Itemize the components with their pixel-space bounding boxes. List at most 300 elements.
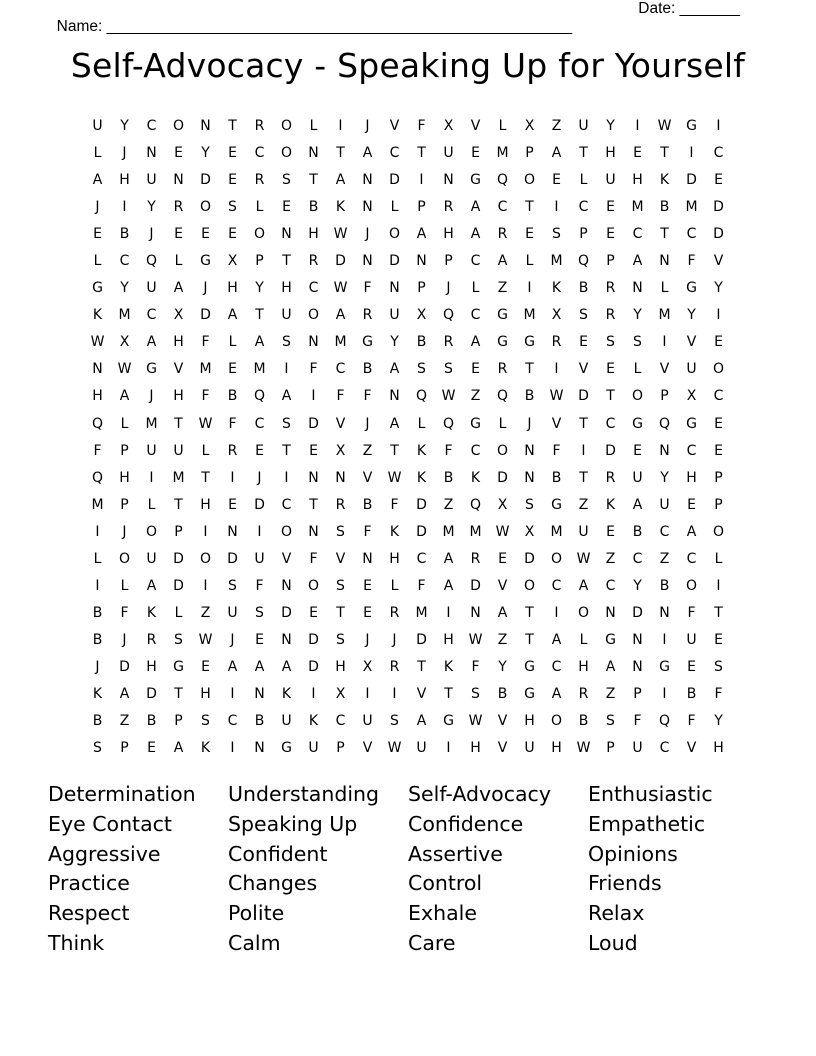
grid-letter[interactable]: C bbox=[281, 496, 292, 513]
grid-letter[interactable]: C bbox=[686, 226, 697, 243]
grid-letter[interactable]: A bbox=[281, 658, 292, 675]
grid-letter[interactable]: H bbox=[713, 740, 724, 757]
grid-letter[interactable]: G bbox=[443, 713, 454, 730]
grid-letter[interactable]: Y bbox=[633, 577, 642, 594]
grid-letter[interactable]: X bbox=[362, 658, 373, 675]
grid-letter[interactable]: E bbox=[687, 496, 696, 513]
grid-letter[interactable]: Y bbox=[687, 307, 696, 324]
grid-letter[interactable]: I bbox=[149, 469, 154, 486]
grid-letter[interactable]: X bbox=[119, 334, 130, 351]
grid-letter[interactable]: R bbox=[551, 334, 562, 351]
grid-letter[interactable]: G bbox=[497, 334, 508, 351]
grid-letter[interactable]: P bbox=[255, 253, 264, 270]
grid-letter[interactable]: C bbox=[713, 145, 724, 162]
grid-letter[interactable]: J bbox=[446, 280, 451, 297]
grid-letter[interactable]: W bbox=[576, 740, 591, 757]
grid-letter[interactable]: A bbox=[605, 658, 616, 675]
grid-letter[interactable]: U bbox=[146, 172, 157, 189]
grid-letter[interactable]: F bbox=[309, 361, 318, 378]
grid-letter[interactable]: A bbox=[362, 145, 373, 162]
grid-letter[interactable]: J bbox=[527, 415, 532, 432]
grid-letter[interactable]: Q bbox=[253, 388, 266, 405]
grid-letter[interactable]: F bbox=[363, 388, 372, 405]
grid-letter[interactable]: N bbox=[281, 631, 292, 648]
grid-letter[interactable]: B bbox=[659, 577, 670, 594]
grid-letter[interactable]: K bbox=[308, 713, 319, 730]
grid-letter[interactable]: P bbox=[525, 145, 534, 162]
grid-letter[interactable]: G bbox=[524, 685, 535, 702]
grid-letter[interactable]: E bbox=[228, 226, 237, 243]
grid-letter[interactable]: V bbox=[713, 253, 724, 270]
grid-letter[interactable]: W bbox=[468, 713, 483, 730]
grid-letter[interactable]: B bbox=[632, 523, 643, 540]
grid-letter[interactable]: I bbox=[257, 523, 262, 540]
grid-letter[interactable]: O bbox=[280, 118, 293, 134]
grid-letter[interactable]: E bbox=[255, 631, 264, 648]
grid-letter[interactable]: X bbox=[497, 496, 508, 513]
grid-letter[interactable]: E bbox=[174, 145, 183, 162]
grid-letter[interactable]: G bbox=[659, 658, 670, 675]
grid-letter[interactable]: D bbox=[389, 172, 400, 189]
grid-letter[interactable]: R bbox=[308, 253, 319, 270]
grid-letter[interactable]: N bbox=[335, 469, 346, 486]
grid-letter[interactable]: K bbox=[281, 685, 292, 702]
grid-letter[interactable]: L bbox=[309, 118, 318, 134]
grid-letter[interactable]: B bbox=[308, 199, 319, 216]
grid-letter[interactable]: Z bbox=[362, 442, 373, 459]
grid-letter[interactable]: H bbox=[173, 388, 184, 405]
grid-letter[interactable]: F bbox=[120, 604, 129, 621]
grid-letter[interactable]: K bbox=[389, 523, 400, 540]
grid-letter[interactable]: Z bbox=[497, 280, 508, 297]
grid-letter[interactable]: M bbox=[496, 145, 509, 162]
grid-letter[interactable]: R bbox=[227, 442, 238, 459]
grid-letter[interactable]: K bbox=[551, 280, 562, 297]
grid-letter[interactable]: W bbox=[333, 280, 348, 297]
grid-letter[interactable]: D bbox=[119, 658, 130, 675]
grid-letter[interactable]: I bbox=[689, 145, 694, 162]
grid-letter[interactable]: J bbox=[95, 658, 100, 675]
grid-letter[interactable]: E bbox=[255, 442, 264, 459]
grid-letter[interactable]: E bbox=[714, 172, 723, 189]
grid-letter[interactable]: H bbox=[632, 172, 643, 189]
grid-letter[interactable]: T bbox=[444, 685, 453, 702]
grid-letter[interactable]: H bbox=[119, 469, 130, 486]
grid-letter[interactable]: W bbox=[576, 550, 591, 567]
grid-letter[interactable]: H bbox=[173, 334, 184, 351]
grid-letter[interactable]: I bbox=[122, 199, 127, 216]
grid-letter[interactable]: G bbox=[686, 118, 697, 134]
grid-letter[interactable]: T bbox=[525, 631, 534, 648]
grid-letter[interactable]: J bbox=[122, 631, 127, 648]
grid-letter[interactable]: B bbox=[416, 334, 427, 351]
grid-letter[interactable]: N bbox=[362, 253, 373, 270]
grid-letter[interactable]: H bbox=[524, 713, 535, 730]
date-field[interactable]: Date: _______ bbox=[638, 0, 740, 17]
grid-letter[interactable]: S bbox=[336, 577, 345, 594]
grid-letter[interactable]: U bbox=[281, 307, 292, 324]
grid-letter[interactable]: F bbox=[363, 280, 372, 297]
grid-letter[interactable]: T bbox=[255, 307, 264, 324]
grid-letter[interactable]: V bbox=[551, 415, 562, 432]
grid-letter[interactable]: A bbox=[389, 415, 400, 432]
grid-letter[interactable]: Q bbox=[415, 388, 428, 405]
grid-letter[interactable]: U bbox=[146, 550, 157, 567]
grid-letter[interactable]: N bbox=[632, 280, 643, 297]
grid-letter[interactable]: U bbox=[308, 740, 319, 757]
grid-letter[interactable]: P bbox=[714, 469, 723, 486]
grid-letter[interactable]: E bbox=[714, 415, 723, 432]
grid-letter[interactable]: Y bbox=[633, 307, 642, 324]
grid-letter[interactable]: C bbox=[389, 145, 400, 162]
grid-letter[interactable]: S bbox=[633, 334, 642, 351]
grid-letter[interactable]: Y bbox=[147, 199, 156, 216]
grid-letter[interactable]: V bbox=[578, 361, 589, 378]
grid-letter[interactable]: C bbox=[605, 415, 616, 432]
grid-letter[interactable]: S bbox=[390, 713, 399, 730]
grid-letter[interactable]: A bbox=[335, 307, 346, 324]
grid-letter[interactable]: M bbox=[658, 307, 671, 324]
grid-letter[interactable]: G bbox=[524, 334, 535, 351]
grid-letter[interactable]: L bbox=[714, 550, 723, 567]
grid-letter[interactable]: B bbox=[119, 226, 130, 243]
grid-letter[interactable]: D bbox=[308, 658, 319, 675]
grid-letter[interactable]: H bbox=[389, 550, 400, 567]
grid-letter[interactable]: E bbox=[552, 172, 561, 189]
grid-letter[interactable]: U bbox=[578, 118, 589, 134]
grid-letter[interactable]: O bbox=[118, 550, 131, 567]
grid-letter[interactable]: N bbox=[389, 280, 400, 297]
grid-letter[interactable]: G bbox=[632, 415, 643, 432]
grid-letter[interactable]: K bbox=[605, 496, 616, 513]
grid-letter[interactable]: Q bbox=[469, 496, 482, 513]
grid-letter[interactable]: E bbox=[606, 361, 615, 378]
grid-letter[interactable]: S bbox=[255, 604, 264, 621]
grid-letter[interactable]: F bbox=[201, 388, 210, 405]
grid-letter[interactable]: C bbox=[254, 145, 265, 162]
grid-letter[interactable]: G bbox=[200, 253, 211, 270]
grid-letter[interactable]: T bbox=[390, 442, 399, 459]
grid-letter[interactable]: U bbox=[92, 118, 103, 134]
grid-letter[interactable]: I bbox=[203, 523, 208, 540]
grid-letter[interactable]: U bbox=[389, 307, 400, 324]
grid-letter[interactable]: L bbox=[579, 172, 588, 189]
grid-letter[interactable]: H bbox=[227, 280, 238, 297]
grid-letter[interactable]: L bbox=[417, 415, 426, 432]
grid-letter[interactable]: D bbox=[200, 307, 211, 324]
grid-letter[interactable]: A bbox=[416, 226, 427, 243]
grid-letter[interactable]: E bbox=[228, 145, 237, 162]
grid-letter[interactable]: A bbox=[443, 577, 454, 594]
grid-letter[interactable]: N bbox=[227, 523, 238, 540]
grid-letter[interactable]: B bbox=[497, 685, 508, 702]
grid-letter[interactable]: E bbox=[606, 226, 615, 243]
grid-letter[interactable]: C bbox=[578, 199, 589, 216]
grid-letter[interactable]: S bbox=[444, 361, 453, 378]
grid-letter[interactable]: T bbox=[525, 361, 534, 378]
grid-letter[interactable]: I bbox=[95, 523, 100, 540]
grid-letter[interactable]: L bbox=[660, 280, 669, 297]
grid-letter[interactable]: Y bbox=[255, 280, 264, 297]
grid-letter[interactable]: R bbox=[605, 280, 616, 297]
grid-letter[interactable]: E bbox=[525, 226, 534, 243]
grid-letter[interactable]: F bbox=[687, 253, 696, 270]
grid-letter[interactable]: D bbox=[389, 253, 400, 270]
grid-letter[interactable]: W bbox=[495, 523, 510, 540]
grid-letter[interactable]: C bbox=[605, 577, 616, 594]
grid-letter[interactable]: I bbox=[662, 685, 667, 702]
grid-letter[interactable]: A bbox=[173, 280, 184, 297]
grid-letter[interactable]: Z bbox=[605, 685, 616, 702]
grid-letter[interactable]: T bbox=[228, 118, 237, 134]
grid-letter[interactable]: A bbox=[632, 496, 643, 513]
grid-letter[interactable]: D bbox=[632, 604, 643, 621]
grid-letter[interactable]: Q bbox=[496, 388, 509, 405]
grid-letter[interactable]: X bbox=[173, 307, 184, 324]
grid-letter[interactable]: V bbox=[362, 469, 373, 486]
grid-letter[interactable]: T bbox=[174, 685, 183, 702]
grid-letter[interactable]: I bbox=[311, 388, 316, 405]
grid-letter[interactable]: M bbox=[442, 523, 455, 540]
grid-letter[interactable]: O bbox=[145, 523, 158, 540]
grid-letter[interactable]: Y bbox=[498, 658, 507, 675]
grid-letter[interactable]: Z bbox=[578, 496, 589, 513]
grid-letter[interactable]: G bbox=[551, 496, 562, 513]
grid-letter[interactable]: D bbox=[200, 172, 211, 189]
grid-letter[interactable]: T bbox=[579, 415, 588, 432]
grid-letter[interactable]: T bbox=[174, 496, 183, 513]
grid-letter[interactable]: D bbox=[416, 523, 427, 540]
grid-letter[interactable]: N bbox=[200, 118, 211, 134]
grid-letter[interactable]: I bbox=[365, 685, 370, 702]
grid-letter[interactable]: R bbox=[173, 199, 184, 216]
grid-letter[interactable]: M bbox=[91, 496, 104, 513]
grid-letter[interactable]: S bbox=[228, 577, 237, 594]
grid-letter[interactable]: Q bbox=[658, 415, 671, 432]
grid-letter[interactable]: V bbox=[281, 550, 292, 567]
grid-letter[interactable]: N bbox=[281, 577, 292, 594]
grid-letter[interactable]: J bbox=[365, 415, 370, 432]
grid-letter[interactable]: N bbox=[362, 550, 373, 567]
grid-letter[interactable]: J bbox=[95, 199, 100, 216]
grid-letter[interactable]: S bbox=[606, 713, 615, 730]
grid-letter[interactable]: Y bbox=[120, 118, 129, 134]
grid-letter[interactable]: J bbox=[365, 631, 370, 648]
grid-letter[interactable]: Y bbox=[714, 713, 723, 730]
grid-letter[interactable]: P bbox=[444, 253, 453, 270]
grid-letter[interactable]: E bbox=[363, 604, 372, 621]
grid-letter[interactable]: N bbox=[524, 469, 535, 486]
grid-letter[interactable]: T bbox=[336, 145, 345, 162]
grid-letter[interactable]: X bbox=[686, 388, 697, 405]
grid-letter[interactable]: T bbox=[282, 442, 291, 459]
grid-letter[interactable]: Q bbox=[145, 253, 158, 270]
grid-letter[interactable]: R bbox=[497, 361, 508, 378]
grid-letter[interactable]: J bbox=[149, 388, 154, 405]
grid-letter[interactable]: R bbox=[605, 469, 616, 486]
grid-letter[interactable]: S bbox=[282, 172, 291, 189]
grid-letter[interactable]: S bbox=[525, 496, 534, 513]
grid-letter[interactable]: T bbox=[525, 604, 534, 621]
grid-letter[interactable]: U bbox=[632, 740, 643, 757]
grid-letter[interactable]: N bbox=[524, 442, 535, 459]
grid-letter[interactable]: B bbox=[524, 388, 535, 405]
grid-letter[interactable]: E bbox=[687, 658, 696, 675]
grid-letter[interactable]: I bbox=[230, 740, 235, 757]
grid-letter[interactable]: P bbox=[174, 713, 183, 730]
grid-letter[interactable]: C bbox=[119, 253, 130, 270]
grid-letter[interactable]: H bbox=[281, 280, 292, 297]
grid-letter[interactable]: R bbox=[497, 226, 508, 243]
grid-letter[interactable]: R bbox=[389, 658, 400, 675]
grid-letter[interactable]: C bbox=[308, 280, 319, 297]
grid-letter[interactable]: F bbox=[687, 713, 696, 730]
grid-letter[interactable]: G bbox=[524, 658, 535, 675]
grid-letter[interactable]: W bbox=[468, 631, 483, 648]
grid-letter[interactable]: W bbox=[90, 334, 105, 351]
grid-letter[interactable]: I bbox=[284, 469, 289, 486]
grid-letter[interactable]: A bbox=[497, 604, 508, 621]
grid-letter[interactable]: O bbox=[172, 118, 185, 134]
grid-letter[interactable]: S bbox=[579, 307, 588, 324]
grid-letter[interactable]: A bbox=[551, 145, 562, 162]
grid-letter[interactable]: O bbox=[577, 604, 590, 621]
grid-letter[interactable]: N bbox=[281, 226, 292, 243]
grid-letter[interactable]: L bbox=[201, 442, 210, 459]
grid-letter[interactable]: H bbox=[146, 658, 157, 675]
grid-letter[interactable]: I bbox=[419, 172, 424, 189]
grid-letter[interactable]: M bbox=[523, 307, 536, 324]
grid-letter[interactable]: U bbox=[524, 740, 535, 757]
grid-letter[interactable]: K bbox=[659, 172, 670, 189]
grid-letter[interactable]: Z bbox=[470, 388, 481, 405]
grid-letter[interactable]: O bbox=[712, 361, 725, 378]
grid-letter[interactable]: B bbox=[551, 469, 562, 486]
grid-letter[interactable]: V bbox=[389, 118, 400, 134]
grid-letter[interactable]: R bbox=[335, 496, 346, 513]
grid-letter[interactable]: M bbox=[145, 415, 158, 432]
grid-letter[interactable]: L bbox=[498, 415, 507, 432]
grid-letter[interactable]: U bbox=[227, 604, 238, 621]
grid-letter[interactable]: F bbox=[363, 523, 372, 540]
grid-letter[interactable]: Y bbox=[120, 280, 129, 297]
grid-letter[interactable]: V bbox=[335, 415, 346, 432]
grid-letter[interactable]: R bbox=[254, 118, 265, 134]
grid-letter[interactable]: U bbox=[362, 713, 373, 730]
grid-letter[interactable]: M bbox=[118, 307, 131, 324]
grid-letter[interactable]: Y bbox=[714, 280, 723, 297]
grid-letter[interactable]: H bbox=[335, 658, 346, 675]
grid-letter[interactable]: T bbox=[309, 172, 318, 189]
grid-letter[interactable]: H bbox=[605, 145, 616, 162]
grid-letter[interactable]: V bbox=[497, 740, 508, 757]
grid-letter[interactable]: E bbox=[147, 740, 156, 757]
grid-letter[interactable]: V bbox=[686, 740, 697, 757]
grid-letter[interactable]: F bbox=[552, 442, 561, 459]
grid-letter[interactable]: R bbox=[146, 631, 157, 648]
grid-letter[interactable]: F bbox=[201, 334, 210, 351]
grid-letter[interactable]: B bbox=[92, 713, 103, 730]
grid-letter[interactable]: Y bbox=[201, 145, 210, 162]
grid-letter[interactable]: C bbox=[632, 550, 643, 567]
grid-letter[interactable]: A bbox=[173, 740, 184, 757]
grid-letter[interactable]: S bbox=[552, 226, 561, 243]
grid-letter[interactable]: U bbox=[416, 740, 427, 757]
grid-letter[interactable]: A bbox=[335, 172, 346, 189]
grid-letter[interactable]: E bbox=[93, 226, 102, 243]
grid-letter[interactable]: E bbox=[282, 199, 291, 216]
grid-letter[interactable]: E bbox=[471, 361, 480, 378]
grid-letter[interactable]: Z bbox=[497, 631, 508, 648]
grid-letter[interactable]: E bbox=[633, 145, 642, 162]
grid-letter[interactable]: L bbox=[579, 631, 588, 648]
grid-letter[interactable]: S bbox=[336, 631, 345, 648]
grid-letter[interactable]: A bbox=[632, 253, 643, 270]
grid-letter[interactable]: A bbox=[92, 172, 103, 189]
grid-letter[interactable]: W bbox=[441, 388, 456, 405]
grid-letter[interactable]: C bbox=[551, 577, 562, 594]
grid-letter[interactable]: G bbox=[92, 280, 103, 297]
grid-letter[interactable]: J bbox=[230, 631, 235, 648]
grid-letter[interactable]: D bbox=[713, 226, 724, 243]
grid-letter[interactable]: U bbox=[578, 523, 589, 540]
grid-letter[interactable]: J bbox=[203, 280, 208, 297]
grid-letter[interactable]: I bbox=[662, 334, 667, 351]
grid-letter[interactable]: J bbox=[149, 226, 154, 243]
grid-letter[interactable]: T bbox=[174, 415, 183, 432]
grid-letter[interactable]: F bbox=[93, 442, 102, 459]
grid-letter[interactable]: I bbox=[446, 604, 451, 621]
grid-letter[interactable]: X bbox=[524, 523, 535, 540]
grid-letter[interactable]: Q bbox=[442, 307, 455, 324]
grid-letter[interactable]: E bbox=[309, 442, 318, 459]
grid-letter[interactable]: I bbox=[230, 685, 235, 702]
grid-letter[interactable]: C bbox=[659, 740, 670, 757]
grid-letter[interactable]: L bbox=[498, 118, 507, 134]
grid-letter[interactable]: G bbox=[686, 280, 697, 297]
grid-letter[interactable]: N bbox=[92, 361, 103, 378]
grid-letter[interactable]: L bbox=[174, 253, 183, 270]
grid-letter[interactable]: I bbox=[203, 577, 208, 594]
grid-letter[interactable]: T bbox=[660, 145, 669, 162]
grid-letter[interactable]: N bbox=[173, 172, 184, 189]
grid-letter[interactable]: X bbox=[524, 118, 535, 134]
grid-letter[interactable]: B bbox=[659, 199, 670, 216]
grid-letter[interactable]: C bbox=[146, 307, 157, 324]
grid-letter[interactable]: B bbox=[362, 361, 373, 378]
grid-letter[interactable]: C bbox=[335, 713, 346, 730]
grid-letter[interactable]: E bbox=[498, 550, 507, 567]
grid-letter[interactable]: A bbox=[686, 523, 697, 540]
grid-letter[interactable]: Z bbox=[200, 604, 211, 621]
grid-letter[interactable]: Q bbox=[577, 253, 590, 270]
grid-letter[interactable]: I bbox=[716, 577, 721, 594]
grid-letter[interactable]: O bbox=[523, 172, 536, 189]
grid-letter[interactable]: P bbox=[336, 740, 345, 757]
grid-letter[interactable]: M bbox=[334, 334, 347, 351]
grid-letter[interactable]: H bbox=[200, 496, 211, 513]
grid-letter[interactable]: U bbox=[686, 631, 697, 648]
grid-letter[interactable]: B bbox=[227, 388, 238, 405]
grid-letter[interactable]: V bbox=[497, 577, 508, 594]
grid-letter[interactable]: K bbox=[416, 469, 427, 486]
grid-letter[interactable]: H bbox=[119, 172, 130, 189]
grid-letter[interactable]: D bbox=[470, 577, 481, 594]
grid-letter[interactable]: B bbox=[686, 685, 697, 702]
grid-letter[interactable]: M bbox=[550, 523, 563, 540]
grid-letter[interactable]: F bbox=[687, 604, 696, 621]
grid-letter[interactable]: F bbox=[417, 118, 426, 134]
